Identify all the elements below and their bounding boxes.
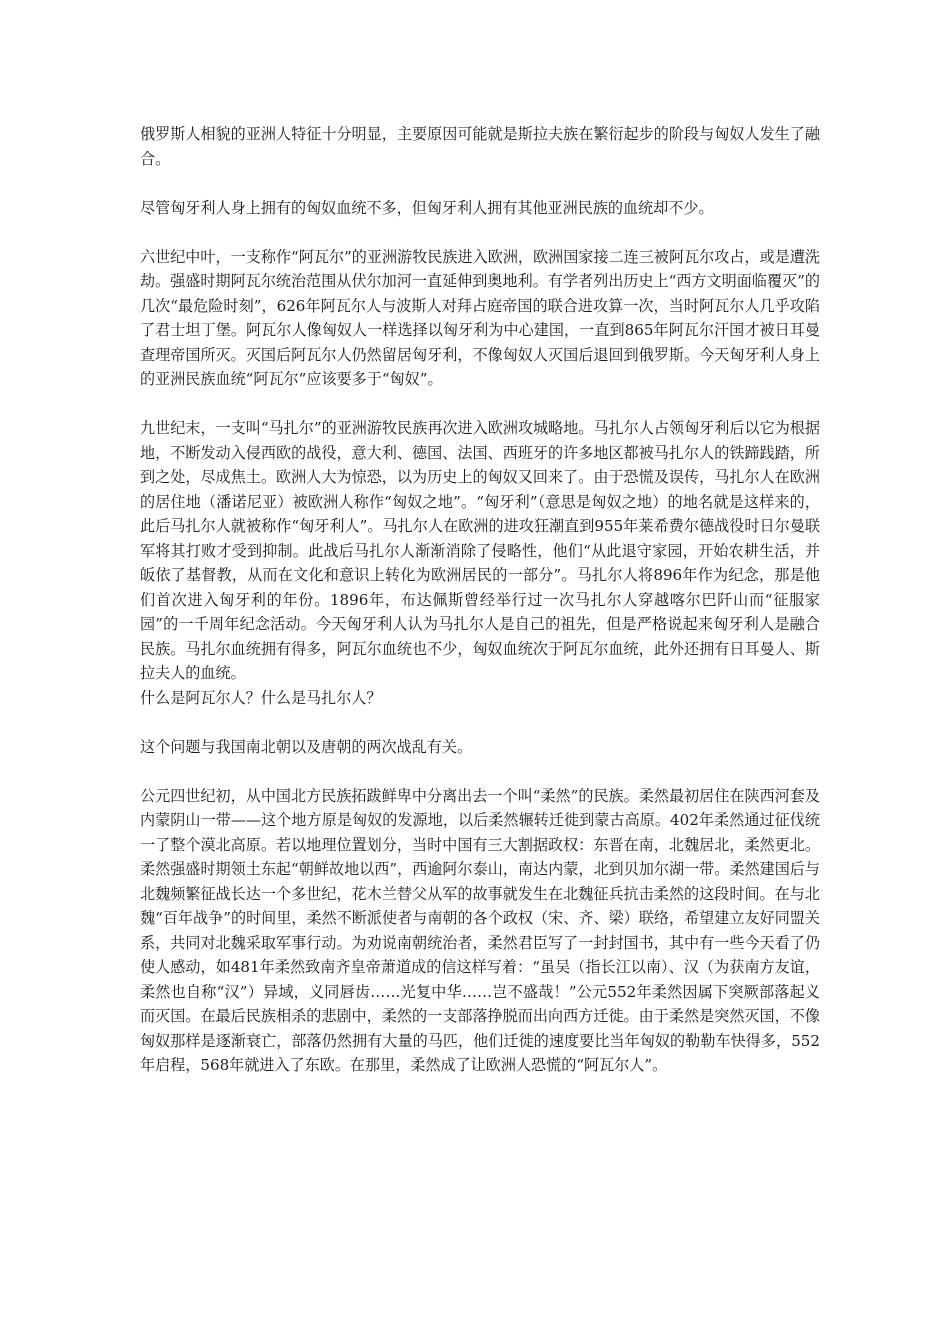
paragraph-gap bbox=[140, 759, 820, 784]
document-body bbox=[140, 122, 820, 1078]
paragraph-gap bbox=[140, 392, 820, 417]
paragraph-question: 什么是阿瓦尔人？什么是马扎尔人？ bbox=[140, 688, 382, 707]
paragraph-gap bbox=[140, 710, 820, 735]
paragraph-answer-intro: 这个问题与我国南北朝以及唐朝的两次战乱有关。 bbox=[140, 737, 473, 756]
paragraph-gap bbox=[140, 220, 820, 245]
paragraph-avars: 六世纪中叶，一支称作“阿瓦尔”的亚洲游牧民族进入欧洲，欧洲国家接二连三被阿瓦尔攻占，或是遭洗劫。强盛时期阿瓦尔统治范围从伏尔加河一直延伸到奥地利。有学者列出历史上“西方文明面临覆灭”的几次“最危险时刻”，626年阿瓦尔人与波斯人对拜占庭帝国的联合进攻算一次，当时阿瓦尔人几乎攻陷了君士坦丁堡。阿瓦尔人像匈奴人一样选择以匈牙利为中心建国，一直到865年阿瓦尔汗国才被日耳曼查理帝国所灭。灭国后阿瓦尔人仍然留居匈牙利，不像匈奴人灭国后退回到俄罗斯。今天匈牙利人身上的亚洲民族血统“阿瓦尔”应该要多于“匈奴”。 bbox=[140, 247, 820, 388]
paragraph-magyars: 九世纪末，一支叫“马扎尔”的亚洲游牧民族再次进入欧洲攻城略地。马扎尔人占领匈牙利后以它为根据地，不断发动入侵西欧的战役，意大利、德国、法国、西班牙的许多地区都被马扎尔人的铁蹄践踏，所到之处，尽成焦土。欧洲人大为惊恐，以为历史上的匈奴又回来了。由于恐慌及误传，马扎尔人在欧洲的居住地（潘诺尼亚）被欧洲人称作“匈奴之地”。“匈牙利”（意思是匈奴之地）的地名就是这样来的，此后马扎尔人就被称作“匈牙利人”。马扎尔人在欧洲的进攻狂潮直到955年莱希费尔德战役时日尔曼联军将其打败才受到抑制。此战后马扎尔人渐渐消除了侵略性，他们“从此退守家园，开始农耕生活，并皈依了基督教，从而在文化和意识上转化为欧洲居民的一部分”。马扎尔人将896年作为纪念，那是他们首次进入匈牙利的年份。1896年，布达佩斯曾经举行过一次马扎尔人穿越喀尔巴阡山而“征服家园”的一千周年纪念活动。今天匈牙利人认为马扎尔人是自己的祖先，但是严格说起来匈牙利人是融合民族。马扎尔血统拥有得多，阿瓦尔血统也不少，匈奴血统次于阿瓦尔血统，此外还拥有日耳曼人、斯拉夫人的血统。 bbox=[140, 419, 820, 682]
paragraph-hungarian-bloodline: 尽管匈牙利人身上拥有的匈奴血统不多，但匈牙利人拥有其他亚洲民族的血统却不少。 bbox=[140, 198, 714, 217]
paragraph-gap bbox=[140, 171, 820, 196]
paragraph-rouran: 公元四世纪初，从中国北方民族拓跋鲜卑中分离出去一个叫“柔然”的民族。柔然最初居住在陕西河套及内蒙阴山一带——这个地方原是匈奴的发源地，以后柔然辗转迁徙到蒙古高原。402年柔然通过征伐统一了整个漠北高原。若以地理位置划分，当时中国有三大割据政权：东晋在南，北魏居北，柔然更北。柔然强盛时期领土东起“朝鲜故地以西”，西逾阿尔泰山，南达内蒙，北到贝加尔湖一带。柔然建国后与北魏频繁征战长达一个多世纪，花木兰替父从军的故事就发生在北魏征兵抗击柔然的这段时间。在与北魏“百年战争”的时间里，柔然不断派使者与南朝的各个政权（宋、齐、梁）联络，希望建立友好同盟关系，共同对北魏采取军事行动。为劝说南朝统治者，柔然君臣写了一封封国书，其中有一些今天看了仍使人感动，如481年柔然致南齐皇帝萧道成的信这样写着：“虽吴（指长江以南）、汉（为获南方友谊，柔然也自称“汉”）异域，义同唇齿……光复中华……岂不盛哉！”公元552年柔然因属下突厥部落起义而灭国。在最后民族相杀的悲剧中，柔然的一支部落挣脱而出向西方迁徙。由于柔然是突然灭国，不像匈奴那样是逐渐衰亡，部落仍然拥有大量的马匹，他们迁徙的速度要比当年匈奴的勒勒车快得多，552年启程，568年就进入了东欧。在那里，柔然成了让欧洲人恐慌的“阿瓦尔人”。 bbox=[140, 786, 820, 1074]
paragraph-russian-asian-features: 俄罗斯人相貌的亚洲人特征十分明显，主要原因可能就是斯拉夫族在繁衍起步的阶段与匈奴人发生了融合。 bbox=[140, 125, 820, 168]
